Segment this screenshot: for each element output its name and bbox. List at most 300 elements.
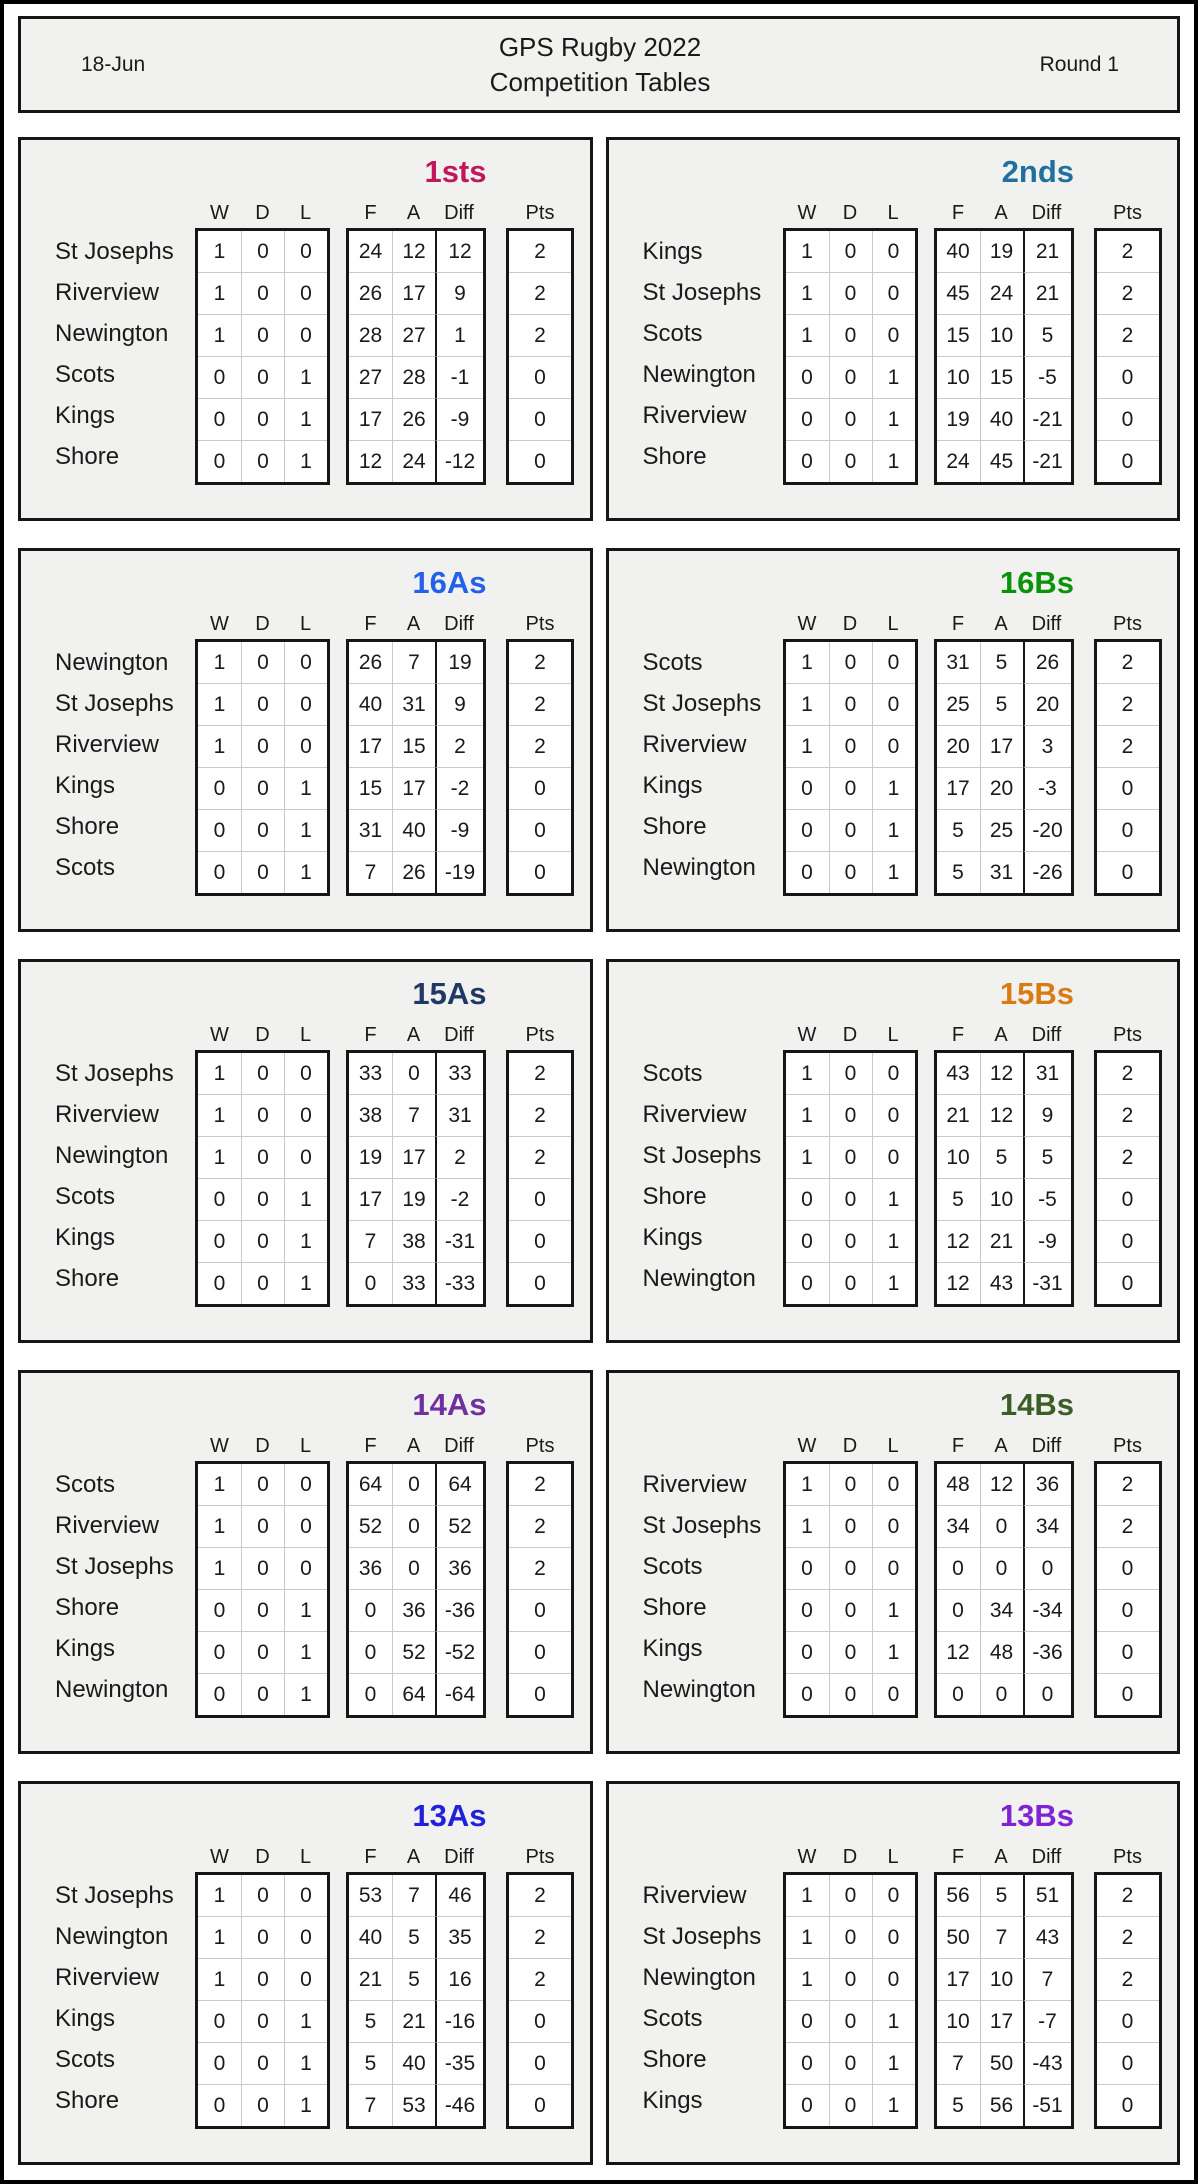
cell-for: 38 bbox=[349, 1094, 392, 1136]
cell-diff: -12 bbox=[435, 440, 483, 482]
col-header-losses: L bbox=[299, 1023, 312, 1046]
col-header-losses: L bbox=[887, 1845, 899, 1868]
cell-for: 15 bbox=[937, 314, 980, 356]
col-header-points: Pts bbox=[525, 201, 555, 224]
cell-wins: 1 bbox=[786, 1094, 829, 1136]
cell-against: 7 bbox=[392, 1094, 435, 1136]
teams-header-spacer bbox=[643, 198, 783, 228]
table-body bbox=[643, 198, 1178, 485]
col-header-diff: Diff bbox=[444, 612, 474, 635]
cell-wins: 0 bbox=[198, 851, 241, 893]
cell-against: 17 bbox=[392, 272, 435, 314]
cell-draws: 0 bbox=[241, 2084, 284, 2126]
cell-losses: 0 bbox=[284, 1136, 327, 1178]
col-header-against: A bbox=[994, 1845, 1008, 1868]
cell-diff: 5 bbox=[1023, 1136, 1071, 1178]
cell-draws: 0 bbox=[829, 1589, 872, 1631]
col-header-points: Pts bbox=[525, 1434, 555, 1457]
team-name: Newington bbox=[55, 1141, 169, 1169]
cell-for: 25 bbox=[937, 683, 980, 725]
cell-against: 12 bbox=[980, 1464, 1023, 1505]
team-name: St Josephs bbox=[55, 237, 174, 265]
cell-draws: 0 bbox=[829, 1053, 872, 1094]
cell-wins: 0 bbox=[198, 1631, 241, 1673]
cell-for: 27 bbox=[349, 356, 392, 398]
team-name: Scots bbox=[55, 360, 116, 388]
col-header-draws: D bbox=[255, 612, 270, 635]
cell-wins: 1 bbox=[198, 1094, 241, 1136]
team-name: Riverview bbox=[55, 1963, 160, 1991]
cell-draws: 0 bbox=[829, 231, 872, 272]
wdl-grid bbox=[195, 228, 330, 485]
for-against-grid bbox=[934, 1050, 1074, 1307]
cell-diff: -16 bbox=[435, 2000, 483, 2042]
cell-for: 34 bbox=[937, 1505, 980, 1547]
cell-draws: 0 bbox=[241, 1136, 284, 1178]
for-against-grid bbox=[934, 228, 1074, 485]
cell-losses: 0 bbox=[872, 1916, 915, 1958]
cell-diff: 12 bbox=[435, 231, 483, 272]
cell-losses: 0 bbox=[872, 1958, 915, 2000]
col-header-wins: W bbox=[210, 1434, 229, 1457]
division-table-panel bbox=[18, 137, 593, 521]
cell-losses: 0 bbox=[284, 272, 327, 314]
cell-against: 0 bbox=[980, 1547, 1023, 1589]
cell-diff: -26 bbox=[1023, 851, 1071, 893]
cell-for: 10 bbox=[937, 1136, 980, 1178]
cell-draws: 0 bbox=[241, 272, 284, 314]
wdl-grid bbox=[195, 1872, 330, 2129]
col-header-against: A bbox=[994, 612, 1008, 635]
cell-diff: 5 bbox=[1023, 314, 1071, 356]
cell-points: 2 bbox=[1097, 1094, 1159, 1136]
cell-losses: 1 bbox=[284, 1673, 327, 1715]
cell-points: 2 bbox=[1121, 1883, 1134, 1907]
points-header bbox=[1094, 1020, 1162, 1050]
wdl-headers bbox=[783, 1842, 918, 1872]
col-header-points: Pts bbox=[1113, 612, 1142, 635]
team-name: Riverview bbox=[642, 730, 747, 758]
cell-against: 7 bbox=[392, 642, 435, 683]
cell-against: 45 bbox=[980, 440, 1023, 482]
cell-against: 12 bbox=[980, 1094, 1023, 1136]
team-name: Newington bbox=[55, 319, 169, 347]
teams-header-spacer bbox=[643, 1842, 783, 1872]
cell-losses: 0 bbox=[872, 1547, 915, 1589]
points-header bbox=[506, 609, 574, 639]
col-header-for: F bbox=[364, 201, 377, 224]
cell-draws: 0 bbox=[829, 1262, 872, 1304]
cell-losses: 1 bbox=[872, 2084, 915, 2126]
cell-diff: 9 bbox=[1023, 1094, 1071, 1136]
cell-against: 56 bbox=[980, 2084, 1023, 2126]
team-name: Shore bbox=[55, 812, 120, 840]
cell-losses: 1 bbox=[284, 1262, 327, 1304]
team-name: Scots bbox=[642, 648, 703, 676]
cell-for: 12 bbox=[937, 1262, 980, 1304]
team-name: Riverview bbox=[642, 401, 747, 429]
cell-for: 17 bbox=[349, 725, 392, 767]
wdl-grid bbox=[783, 1050, 918, 1307]
points-header bbox=[506, 1020, 574, 1050]
cell-wins: 1 bbox=[213, 1061, 226, 1085]
wdl-headers bbox=[195, 1020, 330, 1050]
cell-losses: 1 bbox=[284, 2042, 327, 2084]
cell-diff: 36 bbox=[435, 1547, 483, 1589]
cell-for: 40 bbox=[349, 1916, 392, 1958]
for-against-headers bbox=[934, 1842, 1074, 1872]
team-name: Newington bbox=[642, 853, 756, 881]
round-label: Round 1 bbox=[1039, 52, 1119, 76]
cell-losses: 1 bbox=[284, 767, 327, 809]
cell-wins: 0 bbox=[786, 1547, 829, 1589]
for-against-grid bbox=[346, 1872, 486, 2129]
cell-for: 0 bbox=[937, 1547, 980, 1589]
cell-diff: -46 bbox=[435, 2084, 483, 2126]
cell-diff: 3 bbox=[1023, 725, 1071, 767]
cell-wins: 0 bbox=[198, 398, 241, 440]
col-header-diff: Diff bbox=[1031, 1434, 1062, 1457]
cell-diff: 64 bbox=[435, 1464, 483, 1505]
cell-wins: 0 bbox=[198, 440, 241, 482]
table-title: 16As bbox=[412, 565, 487, 600]
col-header-points: Pts bbox=[1113, 1023, 1142, 1046]
team-name: Scots bbox=[55, 2045, 116, 2073]
teams-list bbox=[55, 231, 195, 477]
wdl-column bbox=[195, 1020, 330, 1307]
points-header bbox=[1094, 198, 1162, 228]
cell-wins: 1 bbox=[801, 1061, 813, 1085]
cell-wins: 1 bbox=[786, 1958, 829, 2000]
wdl-headers bbox=[783, 198, 918, 228]
table-title: 14Bs bbox=[999, 1387, 1074, 1422]
cell-wins: 1 bbox=[786, 1505, 829, 1547]
cell-against: 40 bbox=[980, 398, 1023, 440]
teams-list bbox=[643, 642, 783, 888]
cell-draws: 0 bbox=[829, 1220, 872, 1262]
cell-diff: 0 bbox=[1023, 1547, 1071, 1589]
cell-diff: -21 bbox=[1023, 398, 1071, 440]
wdl-grid bbox=[195, 1050, 330, 1307]
cell-losses: 1 bbox=[872, 809, 915, 851]
team-name: St Josephs bbox=[642, 1141, 762, 1169]
cell-against: 27 bbox=[392, 314, 435, 356]
col-header-wins: W bbox=[797, 201, 817, 224]
points-header bbox=[506, 1431, 574, 1461]
cell-diff: 21 bbox=[1023, 231, 1071, 272]
col-header-losses: L bbox=[887, 201, 899, 224]
cell-wins: 0 bbox=[198, 2042, 241, 2084]
cell-diff: 51 bbox=[1023, 1875, 1071, 1916]
cell-losses: 1 bbox=[872, 1220, 915, 1262]
cell-points: 0 bbox=[1097, 1262, 1159, 1304]
for-against-grid bbox=[934, 1872, 1074, 2129]
col-header-draws: D bbox=[842, 1434, 858, 1457]
cell-losses: 0 bbox=[284, 1916, 327, 1958]
wdl-grid bbox=[783, 639, 918, 896]
division-table-panel bbox=[606, 959, 1181, 1343]
wdl-grid bbox=[783, 228, 918, 485]
cell-points: 2 bbox=[534, 239, 546, 263]
teams-list bbox=[643, 1464, 783, 1710]
team-name: Kings bbox=[642, 1223, 703, 1251]
team-name: Scots bbox=[642, 2004, 703, 2032]
cell-points: 0 bbox=[509, 1220, 571, 1262]
col-header-against: A bbox=[994, 201, 1008, 224]
cell-for: 56 bbox=[946, 1883, 970, 1907]
cell-losses: 1 bbox=[872, 2000, 915, 2042]
cell-draws: 0 bbox=[241, 1631, 284, 1673]
cell-against: 0 bbox=[980, 1673, 1023, 1715]
cell-losses: 1 bbox=[872, 1631, 915, 1673]
cell-against: 10 bbox=[980, 1958, 1023, 2000]
cell-for: 5 bbox=[937, 809, 980, 851]
cell-against: 40 bbox=[392, 809, 435, 851]
cell-draws: 0 bbox=[829, 851, 872, 893]
team-name: Kings bbox=[55, 2004, 116, 2032]
col-header-losses: L bbox=[887, 1434, 899, 1457]
points-grid bbox=[1094, 228, 1162, 485]
col-header-points: Pts bbox=[1113, 1434, 1142, 1457]
team-name: Riverview bbox=[642, 1470, 747, 1498]
cell-wins: 1 bbox=[213, 1472, 226, 1496]
points-column bbox=[506, 198, 574, 485]
cell-draws: 0 bbox=[829, 356, 872, 398]
cell-wins: 0 bbox=[786, 440, 829, 482]
wdl-headers bbox=[783, 609, 918, 639]
cell-losses: 1 bbox=[872, 1178, 915, 1220]
team-name: Kings bbox=[55, 401, 116, 429]
col-header-draws: D bbox=[842, 201, 858, 224]
cell-diff: -2 bbox=[435, 1178, 483, 1220]
cell-draws: 0 bbox=[241, 1958, 284, 2000]
cell-against: 17 bbox=[980, 2000, 1023, 2042]
cell-wins: 1 bbox=[801, 1472, 813, 1496]
cell-points: 0 bbox=[1097, 398, 1159, 440]
cell-draws: 0 bbox=[829, 398, 872, 440]
cell-draws: 0 bbox=[241, 1053, 284, 1094]
cell-losses: 0 bbox=[284, 642, 327, 683]
cell-points: 2 bbox=[509, 272, 571, 314]
cell-losses: 1 bbox=[872, 440, 915, 482]
team-name: St Josephs bbox=[642, 278, 762, 306]
for-against-column bbox=[934, 1842, 1074, 2129]
cell-for: 48 bbox=[946, 1472, 970, 1496]
cell-points: 0 bbox=[1097, 851, 1159, 893]
cell-wins: 0 bbox=[786, 1262, 829, 1304]
cell-points: 2 bbox=[509, 1958, 571, 2000]
points-column bbox=[506, 609, 574, 896]
cell-wins: 0 bbox=[198, 809, 241, 851]
cell-wins: 0 bbox=[786, 2084, 829, 2126]
for-against-headers bbox=[346, 1020, 486, 1050]
col-header-against: A bbox=[406, 201, 421, 224]
cell-points: 2 bbox=[1097, 1136, 1159, 1178]
cell-diff: 43 bbox=[1023, 1916, 1071, 1958]
col-header-losses: L bbox=[299, 612, 312, 635]
division-table-panel bbox=[18, 1370, 593, 1754]
cell-diff: -51 bbox=[1023, 2084, 1071, 2126]
cell-for: 21 bbox=[349, 1958, 392, 2000]
wdl-column bbox=[783, 198, 918, 485]
cell-wins: 1 bbox=[198, 725, 241, 767]
cell-against: 43 bbox=[980, 1262, 1023, 1304]
team-name: Riverview bbox=[55, 1511, 160, 1539]
team-name: Scots bbox=[55, 1470, 116, 1498]
division-table-panel bbox=[606, 1370, 1181, 1754]
cell-points: 0 bbox=[509, 398, 571, 440]
cell-losses: 0 bbox=[872, 1505, 915, 1547]
team-name: St Josephs bbox=[55, 1059, 174, 1087]
col-header-losses: L bbox=[887, 1023, 899, 1046]
col-header-for: F bbox=[951, 1845, 965, 1868]
cell-for: 12 bbox=[937, 1220, 980, 1262]
teams-column bbox=[55, 1842, 195, 2129]
table-body bbox=[643, 1020, 1178, 1307]
cell-for: 52 bbox=[349, 1505, 392, 1547]
cell-diff: -21 bbox=[1023, 440, 1071, 482]
team-name: Newington bbox=[642, 360, 756, 388]
cell-losses: 1 bbox=[284, 851, 327, 893]
cell-against: 28 bbox=[392, 356, 435, 398]
cell-wins: 1 bbox=[786, 272, 829, 314]
col-header-against: A bbox=[994, 1023, 1008, 1046]
cell-draws: 0 bbox=[829, 440, 872, 482]
cell-points: 2 bbox=[509, 683, 571, 725]
cell-losses: 1 bbox=[284, 1631, 327, 1673]
cell-wins: 1 bbox=[198, 1547, 241, 1589]
cell-draws: 0 bbox=[829, 2042, 872, 2084]
points-grid bbox=[506, 639, 574, 896]
cell-for: 0 bbox=[937, 1673, 980, 1715]
cell-for: 0 bbox=[349, 1589, 392, 1631]
division-table-panel bbox=[18, 959, 593, 1343]
cell-points: 2 bbox=[534, 1883, 546, 1907]
teams-column bbox=[55, 609, 195, 896]
cell-diff: 16 bbox=[435, 1958, 483, 2000]
cell-points: 2 bbox=[1097, 1916, 1159, 1958]
wdl-column bbox=[783, 609, 918, 896]
team-name: Kings bbox=[55, 1634, 116, 1662]
cell-diff: -5 bbox=[1023, 356, 1071, 398]
cell-against: 19 bbox=[980, 231, 1023, 272]
table-title: 1sts bbox=[424, 154, 487, 189]
cell-against: 0 bbox=[392, 1547, 435, 1589]
team-name: Scots bbox=[55, 853, 116, 881]
cell-losses: 1 bbox=[872, 1589, 915, 1631]
table-title: 13Bs bbox=[999, 1798, 1074, 1833]
cell-for: 21 bbox=[937, 1094, 980, 1136]
col-header-for: F bbox=[364, 1023, 377, 1046]
cell-for: 15 bbox=[349, 767, 392, 809]
team-name: Scots bbox=[642, 1059, 703, 1087]
cell-points: 0 bbox=[509, 767, 571, 809]
cell-draws: 0 bbox=[241, 440, 284, 482]
cell-for: 26 bbox=[349, 272, 392, 314]
for-against-grid bbox=[934, 1461, 1074, 1718]
cell-draws: 0 bbox=[829, 1547, 872, 1589]
cell-points: 2 bbox=[1097, 1505, 1159, 1547]
cell-against: 5 bbox=[980, 642, 1023, 683]
cell-wins: 1 bbox=[801, 650, 813, 674]
cell-diff: 33 bbox=[435, 1053, 483, 1094]
team-name: Riverview bbox=[55, 278, 160, 306]
cell-diff: 26 bbox=[1023, 642, 1071, 683]
table-body bbox=[55, 1842, 590, 2129]
cell-diff: -35 bbox=[435, 2042, 483, 2084]
cell-losses: 1 bbox=[872, 2042, 915, 2084]
for-against-headers bbox=[346, 609, 486, 639]
for-against-headers bbox=[346, 1431, 486, 1461]
cell-diff: -34 bbox=[1023, 1589, 1071, 1631]
cell-against: 17 bbox=[392, 1136, 435, 1178]
cell-losses: 0 bbox=[872, 314, 915, 356]
cell-draws: 0 bbox=[829, 314, 872, 356]
cell-draws: 0 bbox=[241, 1875, 284, 1916]
cell-points: 2 bbox=[534, 650, 546, 674]
cell-against: 64 bbox=[392, 1673, 435, 1715]
cell-draws: 0 bbox=[829, 1673, 872, 1715]
cell-points: 0 bbox=[1097, 2084, 1159, 2126]
cell-losses: 0 bbox=[872, 1875, 915, 1916]
cell-losses: 0 bbox=[284, 1547, 327, 1589]
cell-draws: 0 bbox=[241, 231, 284, 272]
points-grid bbox=[1094, 1050, 1162, 1307]
col-header-losses: L bbox=[299, 1845, 312, 1868]
cell-for: 19 bbox=[937, 398, 980, 440]
cell-wins: 1 bbox=[786, 1916, 829, 1958]
points-column bbox=[1094, 1842, 1162, 2129]
cell-for: 17 bbox=[937, 767, 980, 809]
points-header bbox=[1094, 1842, 1162, 1872]
cell-wins: 1 bbox=[213, 1883, 226, 1907]
for-against-column bbox=[934, 1020, 1074, 1307]
cell-points: 0 bbox=[1097, 1631, 1159, 1673]
cell-losses: 1 bbox=[872, 767, 915, 809]
cell-against: 26 bbox=[392, 851, 435, 893]
table-title: 16Bs bbox=[999, 565, 1074, 600]
cell-points: 2 bbox=[509, 1136, 571, 1178]
cell-points: 0 bbox=[509, 2084, 571, 2126]
cell-draws: 0 bbox=[829, 2000, 872, 2042]
cell-losses: 1 bbox=[284, 356, 327, 398]
cell-wins: 0 bbox=[786, 851, 829, 893]
cell-diff: 31 bbox=[435, 1094, 483, 1136]
cell-diff: -31 bbox=[435, 1220, 483, 1262]
col-header-for: F bbox=[364, 1434, 377, 1457]
wdl-column bbox=[783, 1020, 918, 1307]
cell-losses: 1 bbox=[872, 851, 915, 893]
team-name: Scots bbox=[642, 1552, 703, 1580]
team-name: Scots bbox=[642, 319, 703, 347]
points-header bbox=[1094, 1431, 1162, 1461]
cell-draws: 0 bbox=[829, 1916, 872, 1958]
table-body bbox=[643, 1842, 1178, 2129]
table-title: 15Bs bbox=[999, 976, 1074, 1011]
cell-losses: 0 bbox=[284, 1464, 327, 1505]
points-column bbox=[1094, 1431, 1162, 1718]
cell-points: 2 bbox=[534, 1472, 546, 1496]
teams-column bbox=[55, 1020, 195, 1307]
col-header-against: A bbox=[994, 1434, 1008, 1457]
col-header-draws: D bbox=[255, 1845, 270, 1868]
cell-draws: 0 bbox=[829, 272, 872, 314]
col-header-wins: W bbox=[797, 1023, 817, 1046]
for-against-column bbox=[346, 609, 486, 896]
cell-draws: 0 bbox=[241, 314, 284, 356]
cell-against: 52 bbox=[392, 1631, 435, 1673]
wdl-headers bbox=[195, 609, 330, 639]
